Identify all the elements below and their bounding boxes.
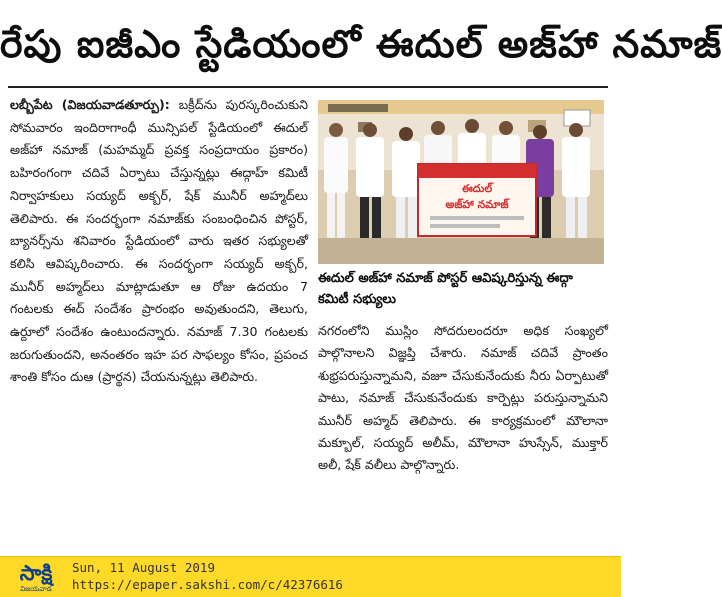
article-body-left <box>10 94 308 546</box>
headline: రేపు ఐజీఎం స్టేడియంలో ఈదుల్ అజ్‌హా నమాజ్ <box>0 22 722 66</box>
body-left-text: బక్రీద్‌ను పురస్కరించుకుని సోమవారం ఇందిరాగాంధీ మున్సిపల్ స్టేడియంలో ఈదుల్ అజ్‌హా నమాజ్ (మహమ్మద్ ప్రవక్త సంప్రదాయం ప్రకారం) బహిరంగంగా చదివే ఏర్పాటు చేస్తున్నట్లు ఈద్గాహ్ కమిటీ నిర్వాహకులు సయ్యద్ అక్బర్, షేక్ మునీర్ అహ్మద్‌లు తెలిపారు. ఈ సందర్భంగా నమాజ్‌కు సంబంధించిన పోస్టర్, బ్యానర్స్‌ను శనివారం స్టేడియంలో వారు ఇతర సభ్యులతో కలిసి ఆవిష్కరించారు. ఈ సందర్భంగా సయ్యద్ అక్బర్, మునీర్ అహ్మద్‌లు మాట్లాడుతూ ఆ రోజు ఉదయం 7 గంటలకు ఈద్ సందేశం ప్రారంభం అవుతుందని, తెలుగు, ఉర్దూలో సందేశం ఉంటుందన్నారు. నమాజ్ 7.30 గంటలకు జరుగుతుందని, అనంతరం ఇహ పర సాఫల్యం కోసం, ప్రపంచ శాంతి కోసం దుఆ (ప్రార్థన) చేయనున్నట్లు తెలిపారు. <box>10 97 308 385</box>
publication-date: Sun, 11 August 2019 <box>72 560 215 575</box>
sakshi-logo <box>6 560 66 594</box>
logo-edition: విజయవాడ <box>20 585 52 593</box>
footer-bar <box>0 556 621 597</box>
dateline: లబ్బీపేట (విజయవాడతూర్పు): <box>10 97 170 112</box>
source-url[interactable]: https://epaper.sakshi.com/c/42376616 <box>72 577 343 592</box>
logo-text: సాక్షి <box>19 561 53 585</box>
article-body-right: నగరంలోని ముస్లిం సోదరులందరూ అధిక సంఖ్యలో పాల్గొనాలని విజ్ఞప్తి చేశారు. నమాజ్ చదివే ప్రాంతం శుభ్రపరుస్తున్నామని, వజూ చేసుకునేందుకు నీరు ఏర్పాటుతో పాటు, నమాజ్ చేసుకునేందుకు కార్పెట్లు పరుస్తున్నామని మునీర్ అహ్మద్ తెలిపారు. ఈ కార్యక్రమంలో మౌలానా మక్బూల్, సయ్యద్ అలీమ్, మౌలానా హుస్సేన్, ముక్తార్ అలీ, షేక్ వలీలు పాల్గొన్నారు. <box>318 323 608 473</box>
poster-title-line2: అజ్‌హా నమాజ్ <box>445 198 509 211</box>
photo-caption: ఈదుల్ అజ్‌హా నమాజ్ పోస్టర్ ఆవిష్కరిస్తున్న ఈద్గా కమిటీ సభ్యులు <box>318 271 573 307</box>
headline-rule <box>8 86 608 88</box>
poster-title-line1: ఈదుల్ <box>461 182 493 195</box>
news-photo <box>318 100 604 264</box>
